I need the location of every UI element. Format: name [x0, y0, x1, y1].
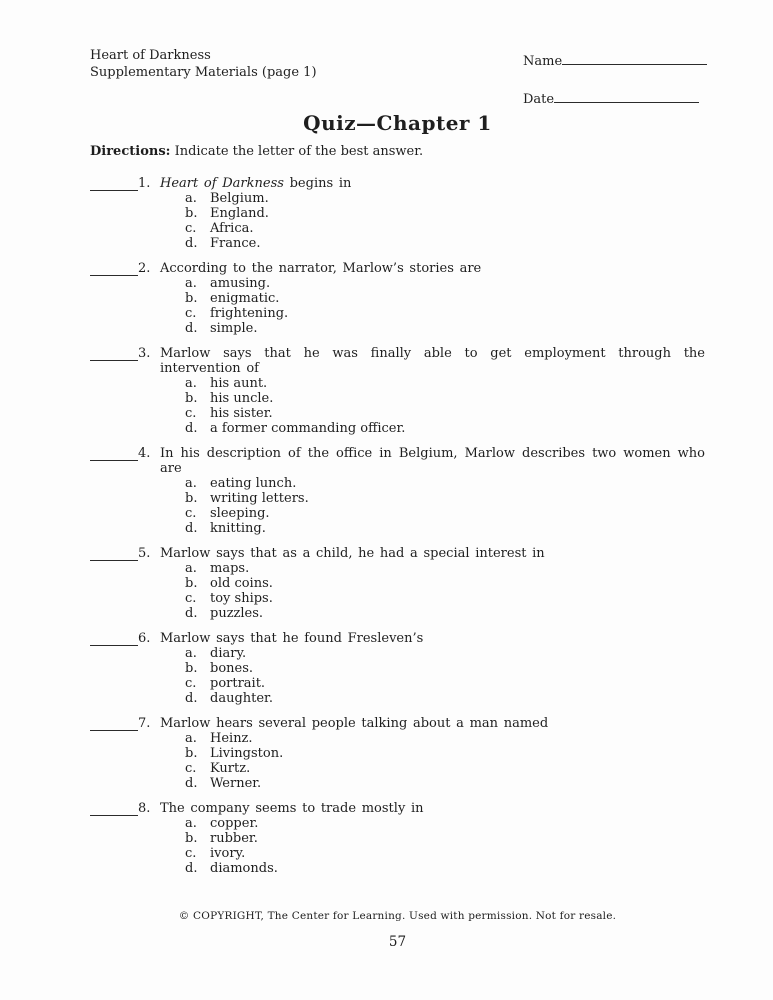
option-row[interactable]: [160, 391, 705, 406]
question-number: 4.: [138, 446, 151, 461]
option-text: old coins.: [210, 576, 273, 591]
option-row[interactable]: [160, 406, 705, 421]
option-row[interactable]: [160, 191, 705, 206]
directions-label: Directions:: [90, 144, 171, 159]
option-letter: d.: [185, 776, 198, 791]
option-letter: c.: [185, 506, 197, 521]
answer-blank[interactable]: [90, 346, 138, 361]
option-row[interactable]: [160, 861, 705, 876]
option-letter: b.: [185, 206, 198, 221]
question-number: 7.: [138, 716, 151, 731]
option-row[interactable]: [160, 846, 705, 861]
option-text: knitting.: [210, 521, 266, 536]
option-letter: b.: [185, 391, 198, 406]
option-row[interactable]: [160, 306, 705, 321]
question-body: [160, 446, 705, 536]
option-letter: b.: [185, 746, 198, 761]
question-body: [160, 546, 705, 621]
option-letter: d.: [185, 691, 198, 706]
option-letter: b.: [185, 576, 198, 591]
question-text: [160, 801, 705, 816]
name-label: Name: [523, 54, 563, 69]
questions: [90, 176, 705, 876]
option-text: simple.: [210, 321, 258, 336]
question-body: [160, 631, 705, 706]
question-text-plain: Marlow says that he was finally able to get employment through the intervention of: [160, 346, 705, 376]
date-field-row: [523, 89, 707, 107]
question-block: [90, 801, 705, 876]
answer-blank[interactable]: [90, 716, 138, 731]
question-text-plain: According to the narrator, Marlow’s stories are: [160, 261, 482, 276]
question-text-plain: begins in: [283, 176, 352, 191]
option-letter: c.: [185, 406, 197, 421]
question-text: [160, 446, 705, 476]
question-text-plain: Marlow says that as a child, he had a special interest in: [160, 546, 545, 561]
question-number: 8.: [138, 801, 151, 816]
option-row[interactable]: [160, 521, 705, 536]
option-letter: c.: [185, 591, 197, 606]
question-options: [160, 276, 705, 336]
date-label: Date: [523, 92, 555, 107]
option-row[interactable]: [160, 646, 705, 661]
question-options: [160, 731, 705, 791]
option-letter: d.: [185, 861, 198, 876]
question-number: 1.: [138, 176, 151, 191]
question-options: [160, 646, 705, 706]
option-row[interactable]: [160, 506, 705, 521]
answer-blank[interactable]: [90, 176, 138, 191]
option-letter: c.: [185, 761, 197, 776]
question-block: [90, 546, 705, 621]
option-text: eating lunch.: [210, 476, 297, 491]
question-options: [160, 476, 705, 536]
option-letter: d.: [185, 521, 198, 536]
question-block: [90, 631, 705, 706]
question-block: [90, 716, 705, 791]
option-row[interactable]: [160, 221, 705, 236]
option-text: Livingston.: [210, 746, 284, 761]
option-letter: b.: [185, 661, 198, 676]
question-number: 5.: [138, 546, 151, 561]
option-row[interactable]: [160, 816, 705, 831]
option-text: his sister.: [210, 406, 273, 421]
question-number: 3.: [138, 346, 151, 361]
answer-blank[interactable]: [90, 631, 138, 646]
question-options: [160, 561, 705, 621]
option-text: his aunt.: [210, 376, 268, 391]
option-text: sleeping.: [210, 506, 270, 521]
option-row[interactable]: [160, 376, 705, 391]
question-body: [160, 801, 705, 876]
option-row[interactable]: [160, 236, 705, 251]
question-text-plain: The company seems to trade mostly in: [160, 801, 424, 816]
question-number: 2.: [138, 261, 151, 276]
question-text-plain: Marlow hears several people talking about a man named: [160, 716, 549, 731]
option-text: Werner.: [210, 776, 262, 791]
option-text: England.: [210, 206, 269, 221]
question-number: 6.: [138, 631, 151, 646]
option-row[interactable]: [160, 606, 705, 621]
option-text: a former commanding officer.: [210, 421, 406, 436]
materials-subtitle: Supplementary Materials (page 1): [90, 65, 317, 80]
question-text: [160, 346, 705, 376]
option-letter: c.: [185, 846, 197, 861]
option-row[interactable]: [160, 291, 705, 306]
question-text: [160, 546, 705, 561]
option-letter: a.: [185, 561, 197, 576]
option-row[interactable]: [160, 676, 705, 691]
option-text: diary.: [210, 646, 247, 661]
option-row[interactable]: [160, 276, 705, 291]
option-row[interactable]: [160, 731, 705, 746]
option-text: frightening.: [210, 306, 289, 321]
question-body: [160, 346, 705, 436]
option-row[interactable]: [160, 661, 705, 676]
option-letter: a.: [185, 276, 197, 291]
option-letter: a.: [185, 816, 197, 831]
name-fill-line[interactable]: [562, 51, 707, 65]
option-letter: a.: [185, 376, 197, 391]
option-letter: c.: [185, 676, 197, 691]
page-header: [90, 47, 705, 105]
copyright-notice: © COPYRIGHT, The Center for Learning. Used with permission. Not for resale.: [178, 910, 617, 922]
option-row[interactable]: [160, 691, 705, 706]
course-title: Heart of Darkness: [90, 48, 211, 63]
option-row[interactable]: [160, 776, 705, 791]
option-text: portrait.: [210, 676, 266, 691]
option-row[interactable]: [160, 206, 705, 221]
option-text: bones.: [210, 661, 254, 676]
page-number: 57: [388, 934, 407, 950]
option-text: ivory.: [210, 846, 246, 861]
option-text: Africa.: [210, 221, 254, 236]
option-text: maps.: [210, 561, 250, 576]
question-text: [160, 261, 705, 276]
question-text-plain: Marlow says that he found Fresleven’s: [160, 631, 424, 646]
question-text-italic: Heart of Darkness: [160, 176, 284, 191]
option-letter: d.: [185, 321, 198, 336]
option-letter: b.: [185, 491, 198, 506]
option-letter: d.: [185, 421, 198, 436]
option-text: amusing.: [210, 276, 271, 291]
option-text: enigmatic.: [210, 291, 280, 306]
option-text: Heinz.: [210, 731, 253, 746]
option-text: copper.: [210, 816, 259, 831]
quiz-title: Quiz—Chapter 1: [303, 111, 492, 135]
option-text: puzzles.: [210, 606, 264, 621]
directions: [90, 144, 705, 159]
option-letter: d.: [185, 236, 198, 251]
option-text: diamonds.: [210, 861, 278, 876]
option-letter: a.: [185, 476, 197, 491]
directions-text: Indicate the letter of the best answer.: [170, 144, 424, 159]
question-options: [160, 816, 705, 876]
option-letter: d.: [185, 606, 198, 621]
option-letter: c.: [185, 306, 197, 321]
option-text: Belgium.: [210, 191, 269, 206]
option-letter: a.: [185, 646, 197, 661]
option-text: writing letters.: [210, 491, 309, 506]
option-row[interactable]: [160, 831, 705, 846]
option-row[interactable]: [160, 576, 705, 591]
question-block: [90, 176, 705, 251]
name-field-row: [523, 51, 707, 69]
question-body: [160, 261, 705, 336]
option-row[interactable]: [160, 746, 705, 761]
question-text-plain: In his description of the office in Belgium, Marlow describes two women who are: [160, 446, 705, 476]
answer-blank[interactable]: [90, 261, 138, 276]
answer-blank[interactable]: [90, 801, 138, 816]
question-block: [90, 446, 705, 536]
option-row[interactable]: [160, 761, 705, 776]
question-options: [160, 376, 705, 436]
option-row[interactable]: [160, 591, 705, 606]
option-text: rubber.: [210, 831, 258, 846]
option-row[interactable]: [160, 561, 705, 576]
option-row[interactable]: [160, 476, 705, 491]
question-text: [160, 716, 705, 731]
answer-blank[interactable]: [90, 546, 138, 561]
question-body: [160, 176, 705, 251]
option-row[interactable]: [160, 321, 705, 336]
option-letter: a.: [185, 731, 197, 746]
date-fill-line[interactable]: [554, 89, 699, 103]
option-row[interactable]: [160, 491, 705, 506]
question-options: [160, 191, 705, 251]
option-letter: b.: [185, 831, 198, 846]
option-text: France.: [210, 236, 261, 251]
question-text: [160, 176, 705, 191]
header-right: [523, 51, 707, 107]
question-body: [160, 716, 705, 791]
option-row[interactable]: [160, 421, 705, 436]
option-text: daughter.: [210, 691, 273, 706]
question-block: [90, 346, 705, 436]
option-text: his uncle.: [210, 391, 274, 406]
option-letter: b.: [185, 291, 198, 306]
option-text: toy ships.: [210, 591, 273, 606]
option-letter: a.: [185, 191, 197, 206]
option-letter: c.: [185, 221, 197, 236]
answer-blank[interactable]: [90, 446, 138, 461]
question-block: [90, 261, 705, 336]
question-text: [160, 631, 705, 646]
option-text: Kurtz.: [210, 761, 251, 776]
